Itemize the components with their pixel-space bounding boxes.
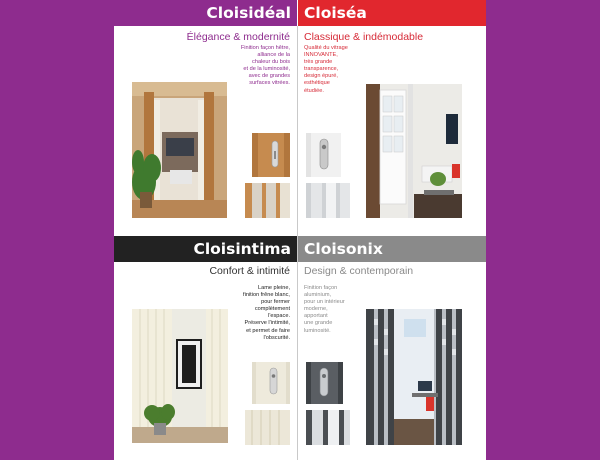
description-cloisintima (220, 285, 290, 342)
photo-cloisea-room (366, 84, 462, 218)
desc-line: une grande (304, 320, 333, 327)
desc-line: l'espace. (268, 313, 290, 320)
photo-cloisideal-panel (245, 183, 290, 218)
description-cloisea (304, 45, 374, 95)
photo-cloisonix-handle (306, 362, 343, 404)
photo-cloisea-handle (306, 133, 341, 177)
desc-line: surfaces vitrées. (249, 80, 290, 87)
desc-line: Préserve l'intimité, (244, 320, 290, 327)
desc-line: très grande (304, 59, 333, 66)
photo-cloisea-panel (306, 183, 350, 218)
desc-line: design épuré, (304, 73, 338, 80)
description-cloisonix (304, 285, 374, 335)
subtitle-cloisea: Classique & indémodable (304, 31, 424, 43)
desc-line: finition frêne blanc, (243, 292, 290, 299)
desc-line: transparence, (304, 66, 339, 73)
desc-line: apportant (304, 313, 328, 320)
desc-line: luminosité. (304, 327, 331, 334)
photo-cloisideal-handle (252, 133, 290, 177)
desc-line: et permet de faire (246, 327, 290, 334)
desc-line: INNOVANTE, (304, 52, 338, 59)
desc-line: Qualité du vitrage (304, 45, 348, 51)
photo-cloisonix-panel (306, 410, 350, 445)
band-cloisideal (114, 0, 297, 26)
desc-line: étudiée. (304, 87, 324, 94)
subtitle-cloisideal: Élégance & modernité (186, 31, 290, 43)
desc-line: avec de grandes (248, 73, 290, 80)
desc-line: alliance de la (257, 52, 290, 59)
desc-line: esthétique (304, 80, 330, 87)
desc-line: chaleur du bois (252, 59, 290, 66)
description-cloisideal (220, 45, 290, 88)
photo-cloisonix-room (366, 309, 462, 445)
photo-cloisintima-handle (252, 362, 290, 404)
subtitle-cloisonix: Design & contemporain (304, 265, 414, 277)
desc-line: moderne, (304, 306, 328, 313)
photo-cloisintima-room (132, 309, 228, 443)
desc-line: complètement (254, 306, 290, 313)
desc-line: Finition façon (304, 285, 338, 291)
title-cloisintima: Cloisintima (193, 240, 291, 258)
center-divider (297, 26, 298, 460)
title-cloisea: Cloiséa (304, 4, 367, 22)
desc-line: l'obscurité. (263, 334, 290, 341)
desc-line: Finition façon hêtre, (240, 45, 290, 51)
title-cloisonix: Cloisonix (304, 240, 383, 258)
band-cloisonix (298, 236, 486, 262)
photo-cloisideal-room (132, 82, 227, 218)
photo-cloisintima-panel (245, 410, 290, 445)
desc-line: pour fermer (261, 299, 290, 306)
band-cloisea (298, 0, 486, 26)
title-cloisideal: Cloisidéal (206, 4, 291, 22)
desc-line: aluminium, (304, 292, 332, 299)
desc-line: pour un intérieur (304, 299, 345, 306)
band-cloisintima (114, 236, 297, 262)
desc-line: et de la luminosité, (243, 66, 290, 73)
subtitle-cloisintima: Confort & intimité (209, 265, 290, 277)
desc-line: Lame pleine, (257, 285, 290, 291)
